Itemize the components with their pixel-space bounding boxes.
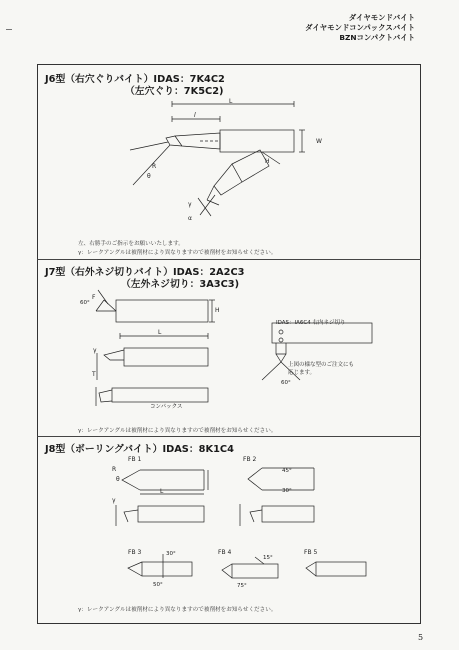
j6-label-R: R	[152, 163, 157, 170]
j6-note-1: 左、右勝手のご指示をお願いいたします。	[78, 241, 184, 247]
j8-label-theta: θ	[116, 476, 120, 483]
j7-tool-side	[97, 333, 208, 380]
j8-note: γ：レークアングルは被削材により異なりますので被削材をお知らせください。	[78, 607, 277, 613]
j7-note: γ：レークアングルは被削材により異なりますので被削材をお知らせください。	[78, 428, 277, 434]
j8-label-L: L	[160, 488, 164, 495]
j8-fb3-angle-50: 50°	[153, 582, 163, 588]
j8-fb1: FB 1	[128, 456, 142, 463]
j8-label-R: R	[112, 466, 117, 473]
j8-fb2-tool	[248, 468, 314, 490]
j8-fb4-angle-75: 75°	[237, 583, 247, 589]
page-number: 5	[418, 633, 424, 642]
j7-idas-label: IDAS：IA6C4 右内ネジ切り	[276, 320, 346, 326]
j7-tool-bottom	[96, 387, 208, 406]
j8-fb2-angle-45: 45°	[282, 468, 292, 474]
j8-fb2-angle-30: 30°	[282, 488, 292, 494]
j8-fb1-tool	[122, 470, 208, 490]
j7-angle-60-right: 60°	[281, 380, 291, 386]
j6-bar-top-view	[130, 101, 305, 185]
j7-label-gamma: γ	[93, 347, 97, 354]
j7-angle-60-left: 60°	[80, 300, 90, 306]
j6-subtitle: （左穴ぐり：7K5C2)	[125, 86, 224, 97]
header-line-1: ダイヤモンドバイト	[348, 13, 415, 22]
j7-internal-thread-tool	[262, 323, 372, 380]
j8-fb5: FB 5	[304, 549, 318, 556]
j6-title: J6型（右穴ぐりバイト）IDAS：7K4C2	[45, 74, 225, 85]
j8-fb4-angle-15: 15°	[263, 555, 273, 561]
j7-custom-note-1: 上図の様な型のご注文にも	[288, 362, 355, 368]
j6-label-H: H	[265, 158, 270, 165]
j7-compax-label: コンパックス	[150, 404, 183, 410]
j6-note-2: γ：レークアングルは被削材により異なりますので被削材をお知らせください。	[78, 250, 277, 256]
j7-label-H: H	[215, 307, 220, 314]
j6-label-theta: θ	[147, 173, 151, 180]
j8-fb2-side	[240, 504, 314, 526]
j8-fb4: FB 4	[218, 549, 232, 556]
j7-label-T: T	[92, 371, 96, 378]
j8-fb2: FB 2	[243, 456, 257, 463]
j6-label-L: L	[229, 98, 233, 105]
j8-fb1-side	[116, 494, 204, 526]
header-line-3: BZNコンパクトバイト	[339, 33, 415, 42]
j7-label-F: F	[92, 294, 96, 301]
j7-title: J7型（右外ネジ切りバイト）IDAS：2A2C3	[45, 267, 245, 278]
j8-fb3-angle-30: 30°	[166, 551, 176, 557]
j7-custom-note-2: 応じます。	[288, 370, 316, 376]
j7-tool-top	[96, 290, 215, 322]
j6-label-alpha: α	[188, 215, 192, 222]
j8-fb3: FB 3	[128, 549, 142, 556]
j6-label-l: l	[194, 112, 196, 119]
j8-title: J8型（ボーリングバイト）IDAS：8K1C4	[45, 444, 234, 455]
j8-fb5-tool	[306, 562, 366, 576]
j8-fb4-tool	[222, 557, 278, 578]
j8-label-gamma: γ	[112, 497, 116, 504]
j8-fb3-tool	[128, 554, 192, 578]
j6-label-gamma: γ	[188, 201, 192, 208]
j7-label-L: L	[158, 329, 162, 336]
j6-bar-side-view	[198, 150, 280, 216]
j6-label-W: W	[316, 138, 322, 145]
j7-subtitle: （左外ネジ切り：3A3C3)	[121, 279, 240, 290]
header-line-2: ダイヤモンドコンパックスバイト	[305, 23, 415, 32]
